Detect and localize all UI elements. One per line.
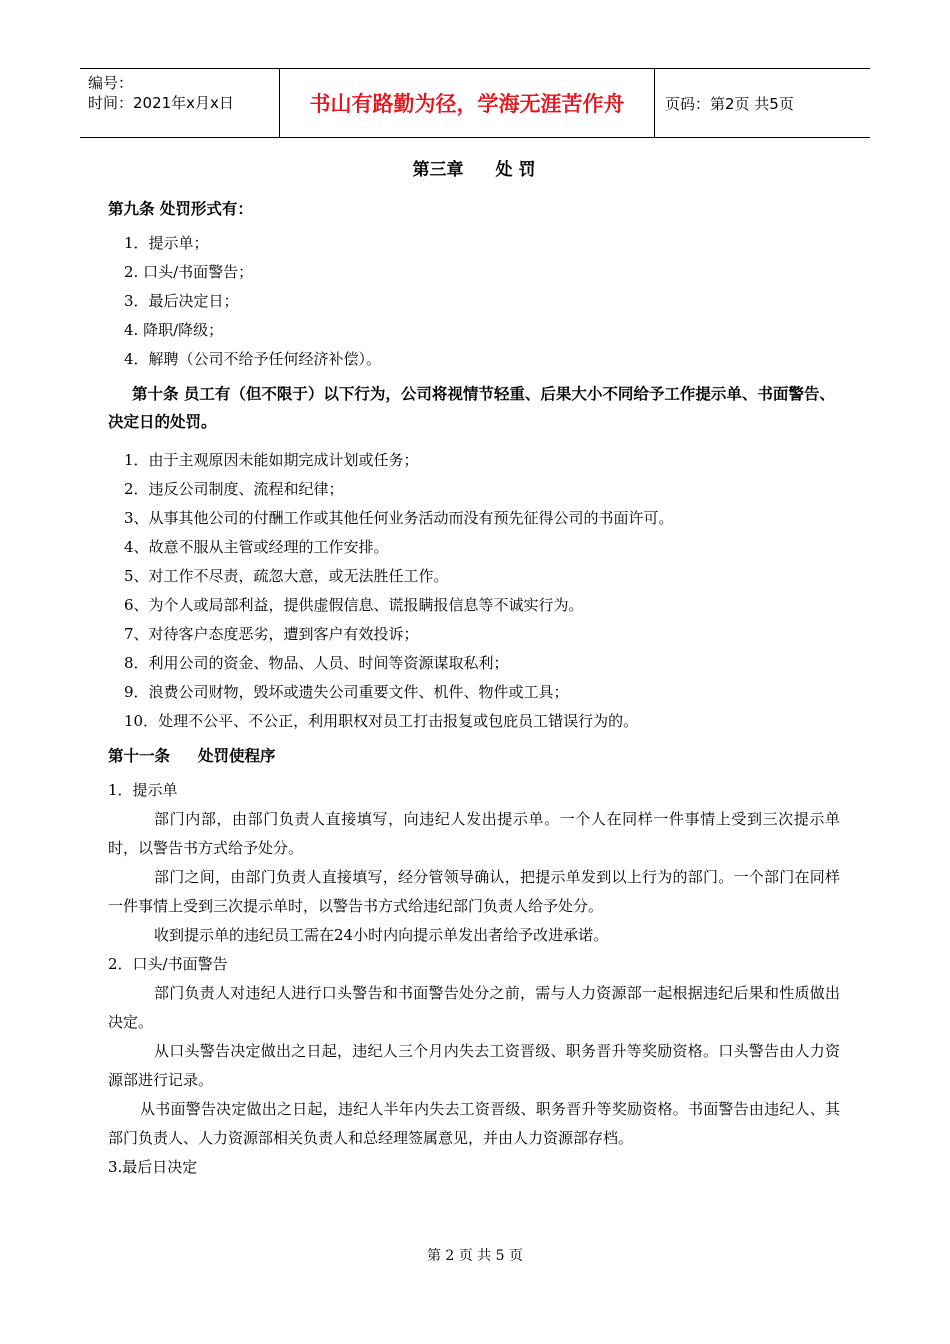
header-motto: 书山有路勤为径，学海无涯苦作舟: [280, 69, 655, 137]
list-item: 1．由于主观原因未能如期完成计划或任务；: [124, 451, 419, 469]
paragraph: 部门负责人对违纪人进行口头警告和书面警告处分之前，需与人力资源部一起根据违纪后果和性质做出决定。: [108, 984, 840, 1031]
article-11-title: [108, 742, 840, 770]
section-heading: 2．口头/书面警告: [108, 955, 228, 973]
list-item: 2．违反公司制度、流程和纪律；: [124, 480, 344, 498]
article-11-heading: 处罚使程序: [198, 747, 276, 765]
chapter-subtitle: 处 罚: [495, 160, 536, 180]
list-item: 9．浪费公司财物，毁坏或遗失公司重要文件、机件、物件或工具；: [124, 683, 569, 701]
paragraph: 收到提示单的违纪员工需在24小时内向提示单发出者给予改进承诺。: [154, 926, 609, 944]
list-item: 7、对待客户态度恶劣，遭到客户有效投诉；: [124, 625, 419, 643]
paragraph: 部门内部，由部门负责人直接填写，向违纪人发出提示单。一个人在同样一件事情上受到三次提示单时，以警告书方式给予处分。: [108, 810, 840, 857]
list-item: 3、从事其他公司的付酬工作或其他任何业务活动而没有预先征得公司的书面许可。: [124, 509, 674, 527]
article-11-number: 第十一条: [108, 747, 171, 765]
header-meta: [80, 69, 280, 137]
paragraph: 部门之间，由部门负责人直接填写，经分管领导确认，把提示单发到以上行为的部门。一个部门在同样一件事情上受到三次提示单时，以警告书方式给违纪部门负责人给予处分。: [108, 868, 840, 915]
list-item: 4. 降职/降级；: [124, 321, 224, 339]
document-body: [108, 155, 840, 1182]
document-header: [80, 68, 870, 138]
list-item: 4．解聘（公司不给予任何经济补偿）。: [124, 350, 382, 368]
list-item: 2. 口头/书面警告；: [124, 263, 254, 281]
list-item: 10．处理不公平、不公正，利用职权对员工打击报复或包庇员工错误行为的。: [124, 712, 639, 730]
article-10-title: 第十条 员工有（但不限于）以下行为，公司将视情节轻重、后果大小不同给予工作提示单、书面警告、决定日的处罚。: [108, 385, 835, 431]
paragraph: 从口头警告决定做出之日起，违纪人三个月内失去工资晋级、职务晋升等奖励资格。口头警告由人力资源部进行记录。: [108, 1042, 840, 1089]
section-heading: 1．提示单: [108, 781, 178, 799]
list-item: 3．最后决定日；: [124, 292, 239, 310]
section-heading: 3.最后日决定: [108, 1158, 198, 1176]
list-item: 6、为个人或局部利益，提供虚假信息、谎报瞒报信息等不诚实行为。: [124, 596, 584, 614]
list-item: 8．利用公司的资金、物品、人员、时间等资源谋取私利；: [124, 654, 509, 672]
list-item: 1．提示单；: [124, 234, 209, 252]
list-item: 5、对工作不尽责，疏忽大意，或无法胜任工作。: [124, 567, 449, 585]
chapter-number: 第三章: [412, 160, 464, 180]
article-9-title: 第九条 处罚形式有：: [108, 200, 253, 218]
chapter-title: [108, 155, 840, 185]
list-item: 4、故意不服从主管或经理的工作安排。: [124, 538, 389, 556]
header-page-info: 页码：第2页 共5页: [665, 94, 794, 113]
page-footer: 第 2 页 共 5 页: [426, 1248, 524, 1264]
time-label: 时间：2021年x月x日: [88, 94, 234, 112]
paragraph: 从书面警告决定做出之日起，违纪人半年内失去工资晋级、职务晋升等奖励资格。书面警告由违纪人、其部门负责人、人力资源部相关负责人和总经理签属意见，并由人力资源部存档。: [108, 1100, 840, 1147]
number-label: 编号：: [88, 74, 134, 92]
